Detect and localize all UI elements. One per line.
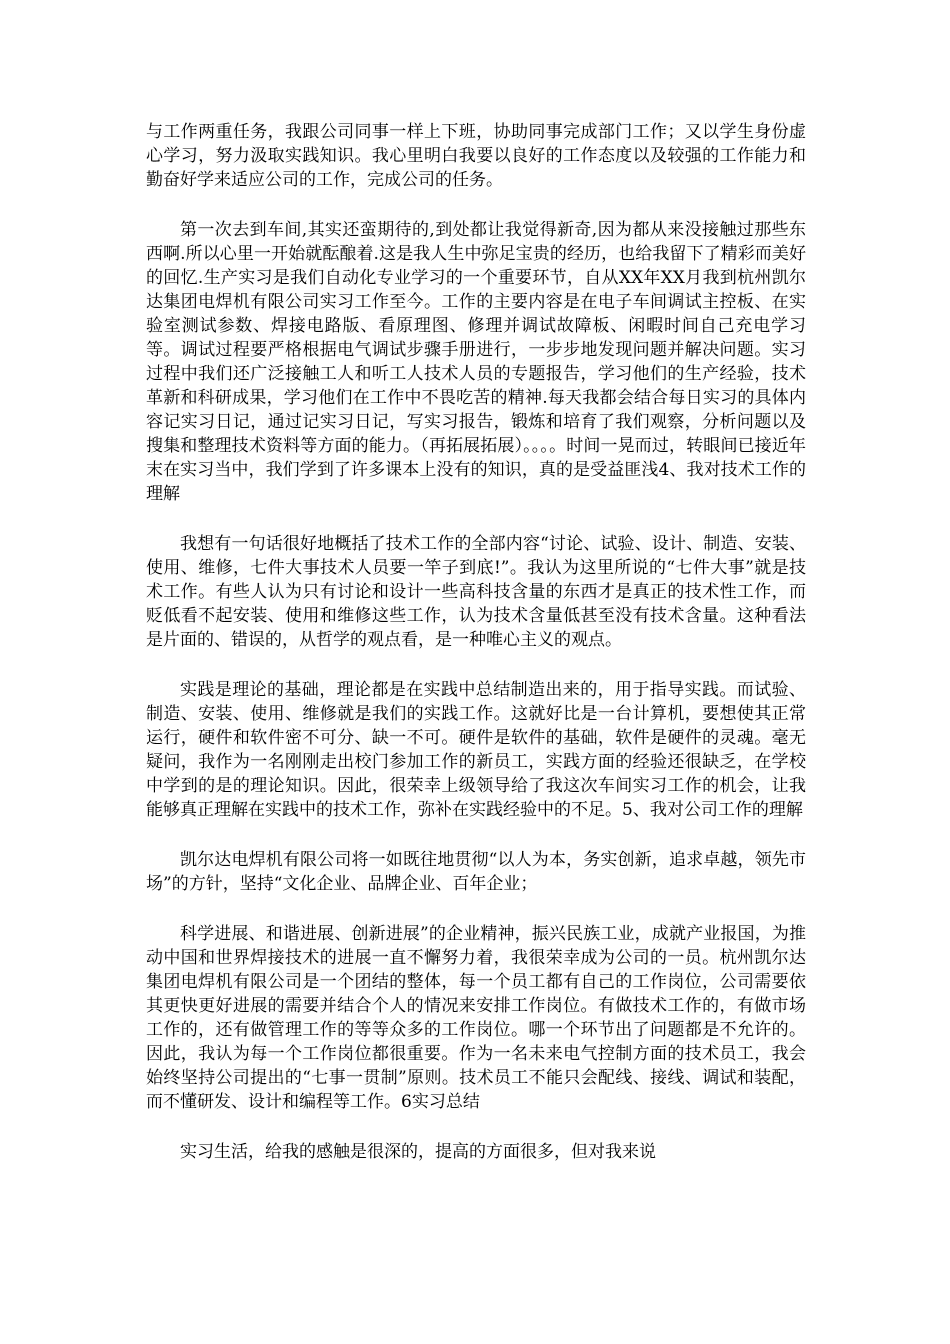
paragraph-2: 第一次去到车间,其实还蛮期待的,到处都让我觉得新奇,因为都从来没接触过那些东西啊.所以心里一开始就酝酿着.这是我人生中弥足宝贵的经历，也给我留下了精彩而美好的回忆.生产实习是我们自动化专业学习的一个重要环节，自从XX年XX月我到杭州凯尔达集团电焊机有限公司实习工作至今。工作的主要内容是在电子车间调试主控板、在实验室测试参数、焊接电路版、看原理图、修理并调试故障板、闲暇时间自己充电学习等。调试过程要严格根据电气调试步骤手册进行，一步步地发现问题并解决问题。实习过程中我们还广泛接触工人和听工人技术人员的专题报告，学习他们的生产经验，技术革新和科研成果，学习他们在工作中不畏吃苦的精神.每天我都会结合每日实习的具体内容记实习日记，通过记实习日记，写实习报告，锻炼和培育了我们观察，分析问题以及搜集和整理技术资料等方面的能力。（再拓展拓展）。。。。时间一晃而过，转眼间已接近年末在实习当中，我们学到了许多课本上没有的知识，真的是受益匪浅4、我对技术工作的理解 [146, 220, 806, 504]
paragraph-5: 凯尔达电焊机有限公司将一如既往地贯彻“以人为本，务实创新，追求卓越，领先市场”的方针，坚持“文化企业、品牌企业、百年企业； [146, 850, 806, 894]
document-body [146, 120, 806, 1190]
paragraph-3: 我想有一句话很好地概括了技术工作的全部内容“讨论、试验、设计、制造、安装、使用、维修，七件大事技术人员要一竿子到底!”。我认为这里所说的“七件大事”就是技术工作。有些人认为只有讨论和设计一些高科技含量的东西才是真正的技术性工作，而贬低看不起安装、使用和维修这些工作，认为技术含量低甚至没有技术含量。这种看法是片面的、错误的，从哲学的观点看，是一种唯心主义的观点。 [146, 534, 806, 650]
paragraph-7: 实习生活，给我的感触是很深的，提高的方面很多，但对我来说 [180, 1142, 656, 1162]
paragraph-4: 实践是理论的基础，理论都是在实践中总结制造出来的，用于指导实践。而试验、制造、安装、使用、维修就是我们的实践工作。这就好比是一台计算机，要想使其正常运行，硬件和软件密不可分、缺一不可。硬件是软件的基础，软件是硬件的灵魂。毫无疑问，我作为一名刚刚走出校门参加工作的新员工，实践方面的经验还很缺乏，在学校中学到的是的理论知识。因此，很荣幸上级领导给了我这次车间实习工作的机会，让我能够真正理解在实践中的技术工作，弥补在实践经验中的不足。5、我对公司工作的理解 [146, 680, 806, 820]
paragraph-1: 与工作两重任务，我跟公司同事一样上下班，协助同事完成部门工作；又以学生身份虚心学习，努力汲取实践知识。我心里明白我要以良好的工作态度以及较强的工作能力和勤奋好学来适应公司的工作，完成公司的任务。 [146, 122, 806, 190]
paragraph-6: 科学进展、和谐进展、创新进展”的企业精神，振兴民族工业，成就产业报国，为推动中国和世界焊接技术的进展一直不懈努力着，我很荣幸成为公司的一员。杭州凯尔达集团电焊机有限公司是一个团结的整体，每一个员工都有自己的工作岗位，公司需要依其更快更好进展的需要并结合个人的情况来安排工作岗位。有做技术工作的，有做市场工作的，还有做管理工作的等等众多的工作岗位。哪一个环节出了问题都是不允许的。因此，我认为每一个工作岗位都很重要。作为一名未来电气控制方面的技术员工，我会始终坚持公司提出的“七事一贯制”原则。技术员工不能只会配线、接线、调试和装配，而不懂研发、设计和编程等工作。6实习总结 [146, 924, 806, 1112]
